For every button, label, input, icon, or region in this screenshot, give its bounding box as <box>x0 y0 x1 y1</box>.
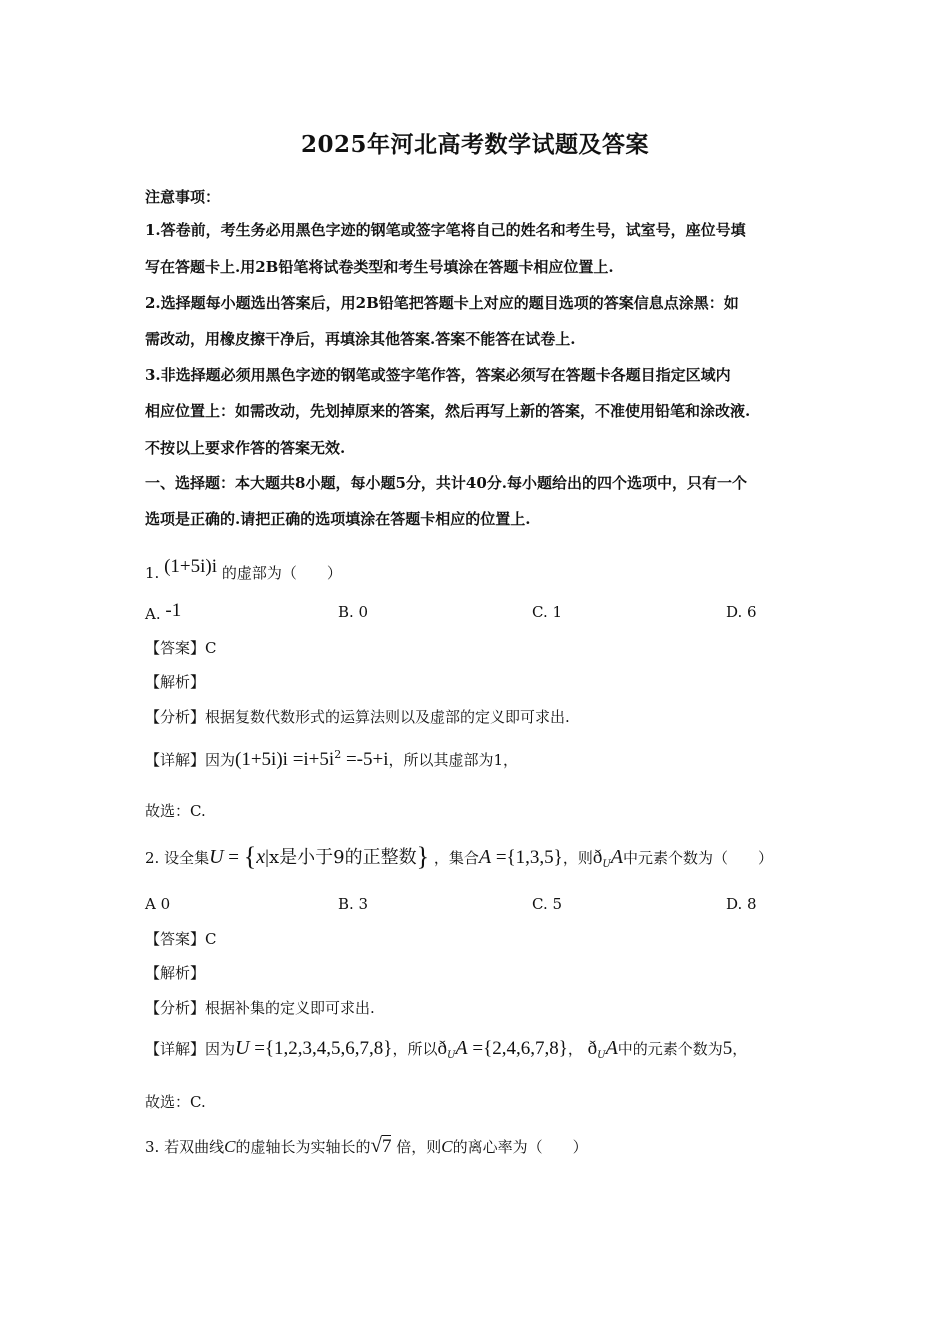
q1-option-a: A. -1 <box>145 600 182 623</box>
q2-option-d: D. 8 <box>726 895 757 913</box>
q2-option-c: C. 5 <box>532 895 563 913</box>
notice-line-2a: 2.选择题每小题选出答案后，用2B铅笔把答题卡上对应的题目选项的答案信息点涂黑：如 <box>145 294 739 312</box>
q1-detail: 【详解】因为$(1+5i)i =i+5i^2 =-5+i$，所以其虚部为1， <box>145 748 519 770</box>
q1-number: 1. <box>145 564 160 582</box>
q1-option-b: B. 0 <box>338 603 369 621</box>
q1-answer: 【答案】C <box>145 639 217 657</box>
question-2: 2. 设全集U = {x|x是小于9的正整数} ，集合A ={1,3,5}，则$ð_UA$中元素个数为（ ） <box>145 842 773 871</box>
q2-choice: 故选：C. <box>145 1093 206 1111</box>
notice-line-2b: 需改动，用橡皮擦干净后，再填涂其他答案.答案不能答在试卷上. <box>145 330 576 348</box>
q2-option-a: A 0 <box>145 895 171 913</box>
section-heading-b: 选项是正确的.请把正确的选项填涂在答题卡相应的位置上. <box>145 510 531 528</box>
q2-answer: 【答案】C <box>145 930 217 948</box>
q2-detail: 【详解】因为U ={1,2,3,4,5,6,7,8}，所以$ð_UA =\{2,4,6,7,8\}$， $ð_UA$中的元素个数为5， <box>145 1037 748 1061</box>
notice-line-3c: 不按以上要求作答的答案无效. <box>145 439 346 457</box>
q2-analysis: 【分析】根据补集的定义即可求出. <box>145 999 375 1017</box>
q1-analysis: 【分析】根据复数代数形式的运算法则以及虚部的定义即可求出. <box>145 708 570 726</box>
q1-option-c: C. 1 <box>532 603 563 621</box>
q1-choice: 故选：C. <box>145 802 206 820</box>
q1-option-d: D. 6 <box>726 603 757 621</box>
question-3: 3. 若双曲线C的虚轴长为实轴长的√7 倍，则C的离心率为（ ） <box>145 1133 588 1157</box>
q1-text: 的虚部为（ ） <box>221 564 342 582</box>
q2-jiexi: 【解析】 <box>145 964 206 982</box>
notice-line-3b: 相应位置上：如需改动，先划掉原来的答案，然后再写上新的答案，不准使用铅笔和涂改液. <box>145 402 751 420</box>
q1-jiexi: 【解析】 <box>145 673 206 691</box>
notice-line-3a: 3.非选择题必须用黑色字迹的钢笔或签字笔作答，答案必须写在答题卡各题目指定区域内 <box>145 366 731 384</box>
notice-heading: 注意事项： <box>145 188 221 206</box>
notice-line-1a: 1.答卷前，考生务必用黑色字迹的钢笔或签字笔将自己的姓名和考生号，试室号，座位号填 <box>145 221 746 239</box>
section-heading-a: 一、选择题：本大题共8小题，每小题5分，共计40分.每小题给出的四个选项中，只有一个 <box>145 474 747 492</box>
page-title: 2025年河北高考数学试题及答案 <box>300 131 649 158</box>
q2-option-b: B. 3 <box>338 895 369 913</box>
notice-line-1b: 写在答题卡上.用2B铅笔将试卷类型和考生号填涂在答题卡相应位置上. <box>145 258 614 276</box>
question-1 <box>145 556 342 583</box>
q1-expression: (1+5i)i <box>164 556 218 577</box>
